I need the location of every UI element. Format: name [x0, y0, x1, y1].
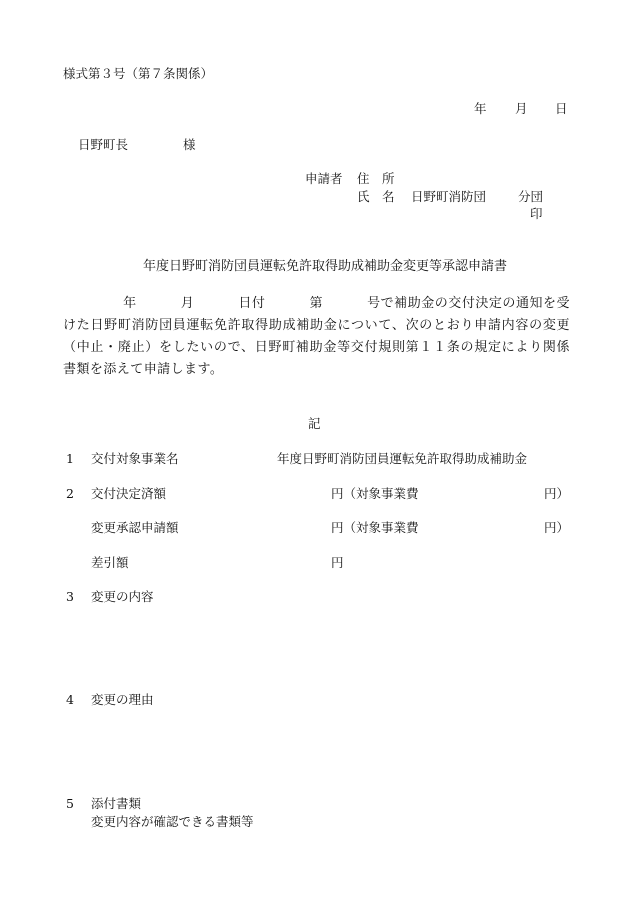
body-year: 年 [123, 296, 137, 311]
item1-label: 交付対象事業名 [91, 451, 179, 466]
applicant-name-label: 氏 名 [357, 189, 395, 204]
item2c-yen: 円 [331, 555, 344, 570]
item2b-close: 円） [544, 520, 570, 535]
item5-number: 5 [66, 796, 74, 811]
item4-label: 変更の理由 [91, 692, 154, 707]
body-text: 号で補助金の交付決定の通知を受けた日野町消防団員運転免許取得助成補助金について、次のとおり申請内容の変更（中止・廃止）をしたいので、日野町補助金等交付規則第１１条の規定により関係書類を添えて申請します。 [63, 296, 571, 377]
item2-yen: 円（対象事業費 [331, 486, 419, 501]
body-day: 日付 [238, 296, 266, 311]
item1-number: 1 [66, 451, 74, 466]
body-no-prefix: 第 [309, 296, 324, 311]
item2b-label: 変更承認申請額 [91, 520, 179, 535]
item3-number: 3 [66, 589, 74, 604]
item2-number: 2 [66, 486, 74, 501]
applicant-label: 申請者 [305, 171, 343, 186]
item2-label: 交付決定済額 [91, 486, 167, 501]
item4-number: 4 [66, 692, 74, 707]
item2b-yen: 円（対象事業費 [331, 520, 419, 535]
item1-value: 年度日野町消防団員運転免許取得助成補助金 [277, 451, 528, 466]
date-day: 日 [555, 101, 568, 116]
item2-close: 円） [544, 486, 570, 501]
applicant-branch: 分団 [518, 189, 544, 204]
body-month: 月 [180, 296, 195, 311]
form-number: 様式第３号（第７条関係） [63, 66, 214, 81]
document-title: 年度日野町消防団員運転免許取得助成補助金変更等承認申請書 [143, 259, 508, 274]
date-year: 年 [474, 101, 487, 116]
body-paragraph [63, 293, 570, 381]
applicant-name-value: 日野町消防団 [411, 189, 487, 204]
addressee-name: 日野町長 [78, 137, 129, 152]
ki-heading: 記 [308, 416, 321, 431]
applicant-address-label: 住 所 [357, 171, 395, 186]
addressee-honorific: 様 [183, 137, 196, 152]
item2c-label: 差引額 [91, 555, 129, 570]
date-month: 月 [515, 101, 528, 116]
item5-sub: 変更内容が確認できる書類等 [91, 814, 254, 829]
item3-label: 変更の内容 [91, 589, 154, 604]
applicant-seal: 印 [530, 206, 543, 221]
item5-label: 添付書類 [91, 796, 142, 811]
